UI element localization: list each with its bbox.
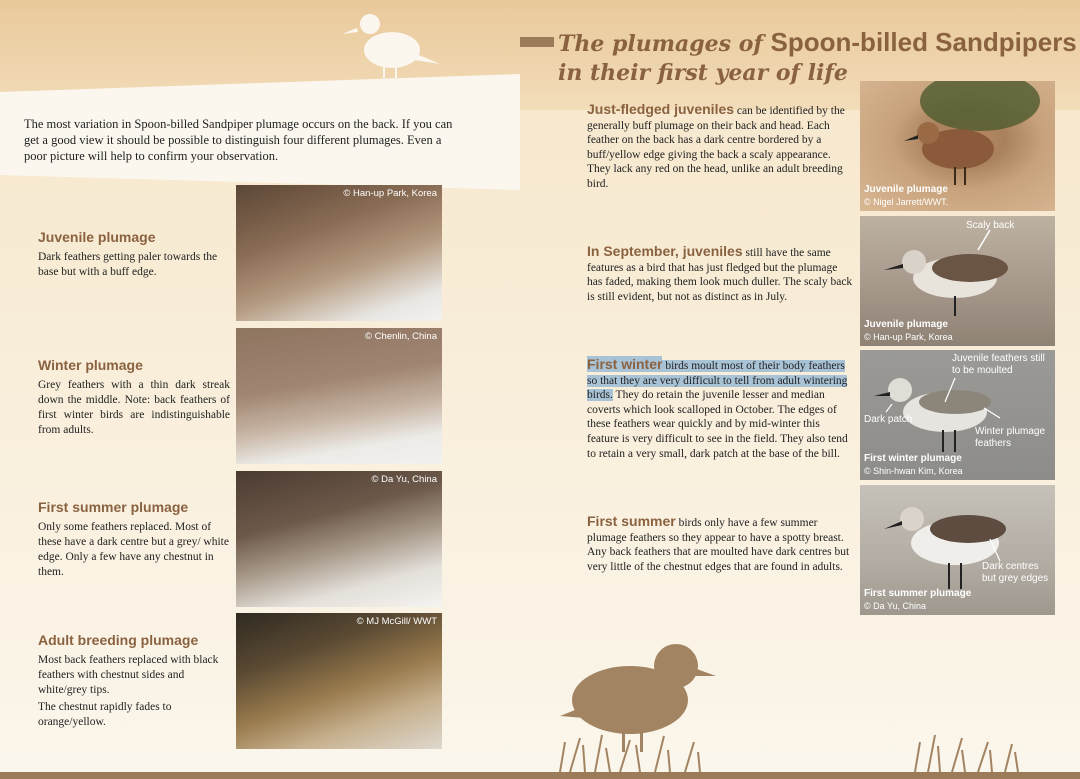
text-first-summer-right: First summer birds only have a few summer plumage feathers so they appear to have a spotty breast. Any back feathers that are moulted have dark centres but very little of the chestnut edges that are found in adults.	[587, 513, 850, 573]
photo-credit: © Da Yu, China	[864, 601, 927, 611]
photo-credit: © Han-up Park, Korea	[864, 332, 953, 342]
annotation-winter-feathers: Winter plumage feathers	[975, 426, 1046, 449]
heading-winter: Winter plumage	[38, 357, 143, 373]
page-subtitle: in their first year of life	[558, 60, 848, 86]
photo-september-juvenile	[860, 216, 1055, 346]
photo-credit: © Da Yu, China	[371, 474, 437, 485]
heading-adult-breeding: Adult breeding plumage	[38, 632, 199, 648]
photo-juvenile-back	[236, 185, 442, 321]
photo-winter-back	[236, 328, 442, 464]
photo-label: Juvenile plumage	[864, 184, 948, 195]
text-juvenile: Dark feathers getting paler towards the base but with a buff edge.	[38, 251, 218, 278]
photo-credit: © Shin-hwan Kim, Korea	[864, 466, 963, 476]
photo-label: First winter plumage	[864, 453, 962, 464]
text-september: In September, juveniles still have the same features as a bird that has just fledged but the plumage has faded, making them look much duller. The scaly back is still evident, but not as distinct as in July.	[587, 243, 853, 303]
photo-credit: © Nigel Jarrett/WWT.	[864, 197, 949, 207]
photo-credit: © MJ McGill/ WWT	[356, 616, 437, 627]
annotation-juvenile-feathers: Juvenile feathers still to be moulted	[952, 353, 1045, 376]
text-winter: Grey feathers with a thin dark streak down the middle. Note: back feathers of first winter birds are indistinguishable from adults.	[38, 379, 230, 436]
bird-silhouette-top	[342, 14, 440, 78]
annotation-dark-patch: Dark patch	[864, 414, 913, 425]
photo-credit: © Chenlin, China	[365, 331, 437, 342]
heading-first-summer: First summer plumage	[38, 499, 189, 515]
page-title: The plumages of Spoon-billed Sandpipers	[558, 27, 1077, 57]
annotation-dark-centres: Dark centres but grey edges	[982, 561, 1049, 584]
text-first-winter: First winter birds moult most of their body feathers so that they are very difficult to tell from adult wintering birds. They do retain the juvenile lesser and median coverts which look scalloped in October. The edges of these feathers wear quickly and by mid-winter this feature is very difficult to see in the field. They also tend to retain a very small, dark patch at the base of the bill.	[587, 356, 848, 460]
title-bar	[520, 37, 554, 47]
intro-paragraph: The most variation in Spoon-billed Sandpiper plumage occurs on the back. If you can get a good view it should be possible to distinguish four different plumages. Even a poor picture will help to confirm your observation.	[24, 117, 453, 163]
heading-juvenile: Juvenile plumage	[38, 229, 156, 245]
annotation-scaly-back: Scaly back	[966, 220, 1015, 231]
photo-label: Juvenile plumage	[864, 319, 948, 330]
photo-first-summer	[860, 485, 1055, 615]
photo-first-winter	[860, 350, 1055, 480]
text-adult-breeding: Most back feathers replaced with black feathers with chestnut sides and white/grey tips.	[38, 654, 219, 696]
photo-first-summer-back	[236, 471, 442, 607]
text-first-summer: Only some feathers replaced. Most of these have a dark centre but a grey/ white edge. Only a few have any chestnut in them.	[38, 521, 229, 578]
bird-silhouette-bottom	[560, 644, 716, 752]
photo-label: First summer plumage	[864, 588, 972, 599]
grass-bottom	[560, 735, 1018, 772]
photo-credit: © Han-up Park, Korea	[343, 188, 437, 199]
bottom-border	[0, 772, 1080, 779]
text-just-fledged: Just-fledged juveniles can be identified by the generally buff plumage on their back and head. Each feather on the back has a dark centre bordered by a buff/yellow edge giving the back a scaly appearance. They lack any red on the head, unlike an adult breeding bird.	[587, 101, 845, 190]
photo-adult-breeding-back	[236, 613, 442, 749]
text-adult-breeding-2: The chestnut rapidly fades to orange/yellow.	[38, 701, 172, 728]
photo-just-fledged	[860, 81, 1055, 211]
